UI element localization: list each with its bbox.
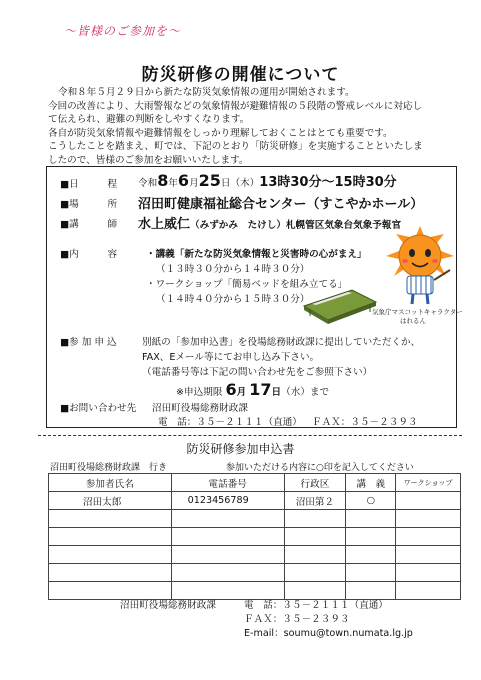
contact-dept: 沼田町役場総務財政課 bbox=[152, 403, 248, 414]
deadline-month: 6 bbox=[225, 380, 237, 399]
cell-lecture[interactable] bbox=[346, 564, 396, 582]
cell-workshop[interactable] bbox=[396, 582, 461, 600]
column-header-name: 参加者氏名 bbox=[49, 474, 172, 492]
cell-lecture[interactable]: ○ bbox=[346, 492, 396, 510]
date-dow: （木） bbox=[230, 178, 260, 189]
column-header-workshop: ワークショップ bbox=[396, 474, 461, 492]
cut-line bbox=[38, 435, 462, 436]
cell-phone[interactable]: 0123456789 bbox=[171, 492, 284, 510]
cell-name[interactable] bbox=[49, 528, 172, 546]
cell-lecture[interactable] bbox=[346, 546, 396, 564]
cell-workshop[interactable] bbox=[396, 528, 461, 546]
column-header-lecture: 講 義 bbox=[346, 474, 396, 492]
cell-name[interactable] bbox=[49, 546, 172, 564]
lecturer-org: 札幌管区気象台気象予報官 bbox=[285, 220, 402, 231]
intro-line: したので、皆様のご参加をお願いいたします。 bbox=[48, 154, 249, 166]
cell-phone[interactable] bbox=[171, 510, 284, 528]
place-value: 沼田町健康福祉総合センター（すこやかホール） bbox=[138, 197, 424, 212]
contact-fax: ＦＡＸ：３５－２３９３ bbox=[312, 417, 418, 428]
registration-table bbox=[48, 473, 461, 600]
intro-line: 今回の改善により、大雨警報などの気象情報が避難情報の５段階の警戒レベルに対応し bbox=[48, 100, 423, 112]
date-time: 13時30分～15時30分 bbox=[259, 175, 397, 190]
apply-label: ■参 加 申 込 bbox=[60, 337, 117, 348]
column-header-phone: 電話番号 bbox=[171, 474, 284, 492]
mascot-caption: 気象庁マスコットキャラクター bbox=[372, 308, 463, 316]
apply-line: （電話番号等は下記の問い合わせ先をご参照下さい） bbox=[142, 367, 373, 378]
intro-line: こうしたことを踏まえ、町では、下記のとおり「防災研修」を実施することといたしま bbox=[48, 141, 423, 152]
deadline-nichi: 日 bbox=[271, 387, 282, 398]
form-recipient: 沼田町役場総務財政課 行き bbox=[50, 463, 168, 473]
content-item-workshop-time: （１４時４０分から１５時３０分） bbox=[156, 294, 310, 305]
tagline: ～皆様のご参加を～ bbox=[64, 24, 182, 38]
deadline-gatsu: 月 bbox=[236, 387, 247, 398]
footer-email: E-mail：soumu@town.numata.lg.jp bbox=[244, 628, 413, 639]
date-nichi: 日 bbox=[220, 178, 231, 189]
cell-lecture[interactable] bbox=[346, 510, 396, 528]
cell-district[interactable] bbox=[284, 528, 346, 546]
content-item-workshop: ・ワークショップ「簡易ベッドを組み立てる」 bbox=[146, 279, 348, 290]
intro-line: て伝えられ、避難の判断をしやすくなります。 bbox=[48, 114, 250, 125]
cell-workshop[interactable] bbox=[396, 492, 461, 510]
place-label: ■場 所 bbox=[60, 199, 118, 210]
footer-dept: 沼田町役場総務財政課 bbox=[120, 600, 216, 611]
cardboard-bed-illustration bbox=[300, 282, 378, 326]
cell-name[interactable] bbox=[49, 510, 172, 528]
intro-text bbox=[48, 86, 463, 167]
table-row bbox=[49, 528, 461, 546]
date-month: 6 bbox=[177, 171, 190, 190]
lecturer-value bbox=[138, 213, 401, 232]
cell-district[interactable] bbox=[284, 546, 346, 564]
deadline bbox=[176, 380, 329, 399]
deadline-pre: ※申込期限 bbox=[176, 387, 223, 398]
cell-phone[interactable] bbox=[171, 564, 284, 582]
cell-name[interactable]: 沼田太郎 bbox=[49, 492, 172, 510]
deadline-post: （水）まで bbox=[281, 387, 330, 398]
content-item-lecture: ・講義「新たな防災気象情報と災害時の心がまえ」 bbox=[146, 249, 367, 260]
page-title: 防災研修の開催について bbox=[141, 65, 340, 85]
cell-workshop[interactable] bbox=[396, 510, 461, 528]
cell-workshop[interactable] bbox=[396, 564, 461, 582]
cell-district[interactable] bbox=[284, 510, 346, 528]
contact-label: ■お問い合わせ先 bbox=[60, 403, 137, 414]
cell-name[interactable] bbox=[49, 564, 172, 582]
footer-fax: ＦＡＸ：３５－２３９３ bbox=[244, 614, 350, 625]
content-item-lecture-time: （１３時３０分から１４時３０分） bbox=[156, 264, 310, 275]
lecturer-kana: （みずかみ たけし） bbox=[190, 220, 286, 231]
date-era: 令和 bbox=[138, 178, 158, 189]
table-header-row bbox=[49, 474, 461, 492]
column-header-district: 行政区 bbox=[284, 474, 346, 492]
apply-line: FAX、Eメール等にてお申し込み下さい。 bbox=[142, 352, 320, 363]
table-row bbox=[49, 546, 461, 564]
footer-phone: 電 話：３５－２１１１（直通） bbox=[244, 600, 388, 611]
cell-phone[interactable] bbox=[171, 528, 284, 546]
intro-line: 各自が防災気象情報や避難情報をしっかり理解しておくことはとても重要です。 bbox=[48, 127, 393, 139]
lecturer-name: 水上威仁 bbox=[138, 217, 191, 232]
form-instruction: 参加いただける内容に○印を記入してください bbox=[226, 463, 414, 473]
date-year: 8 bbox=[157, 171, 169, 190]
contact-phone: 電 話：３５－２１１１（直通） bbox=[158, 417, 302, 428]
table-row bbox=[49, 492, 461, 510]
date-gatsu: 月 bbox=[189, 178, 199, 189]
table-row bbox=[49, 564, 461, 582]
cell-phone[interactable] bbox=[171, 546, 284, 564]
harerun-mascot-icon bbox=[384, 224, 456, 306]
date-label: ■日 程 bbox=[60, 179, 118, 190]
deadline-day: 17 bbox=[249, 380, 272, 399]
mascot-name: はれるん bbox=[400, 317, 426, 325]
lecturer-label: ■講 師 bbox=[60, 219, 118, 230]
cell-workshop[interactable] bbox=[396, 546, 461, 564]
table-row bbox=[49, 510, 461, 528]
intro-line: 令和８年５月２９日から新たな防災気象情報の運用が開始されます。 bbox=[58, 87, 355, 98]
cell-lecture[interactable] bbox=[346, 528, 396, 546]
content-label: ■内 容 bbox=[60, 249, 118, 260]
cell-district[interactable]: 沼田第２ bbox=[284, 492, 346, 510]
date-nen: 年 bbox=[168, 178, 178, 189]
form-title: 防災研修参加申込書 bbox=[186, 442, 295, 456]
date-value bbox=[138, 171, 397, 190]
apply-line: 別紙の「参加申込書」を役場総務財政課に提出していただくか、 bbox=[142, 337, 421, 348]
date-day: 25 bbox=[198, 171, 221, 190]
cell-district[interactable] bbox=[284, 564, 346, 582]
